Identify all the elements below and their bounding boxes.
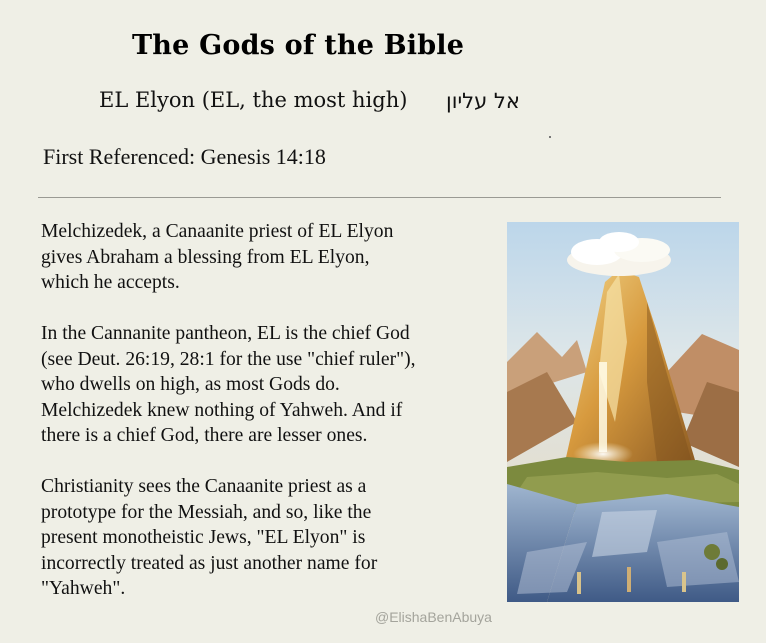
watermark: @ElishaBenAbuya bbox=[375, 609, 492, 625]
paragraph-pantheon: In the Cannanite pantheon, EL is the chief God (see Deut. 26:19, 28:1 for the use "chief ruler"), who dwells on high, as most Gods do. Melchizedek knew nothing of Yahweh. And if there is a chief God, there are lesser ones. bbox=[41, 323, 416, 446]
article-body bbox=[41, 219, 481, 627]
mountain-painting bbox=[507, 222, 739, 602]
hebrew-name: אל עליון bbox=[446, 89, 520, 113]
stray-dot bbox=[549, 136, 551, 138]
paragraph-christianity: Christianity sees the Canaanite priest as a prototype for the Messiah, and so, like the present monotheistic Jews, "EL Elyon" is incorrectly treated as just another name for "Yahweh". bbox=[41, 476, 378, 599]
first-referenced: First Referenced: Genesis 14:18 bbox=[43, 144, 326, 169]
divider bbox=[38, 197, 721, 198]
deity-name: EL Elyon (EL, the most high) bbox=[99, 88, 408, 112]
paragraph-melchizedek: Melchizedek, a Canaanite priest of EL Elyon gives Abraham a blessing from EL Elyon, which he accepts. bbox=[41, 221, 394, 293]
page-title: The Gods of the Bible bbox=[132, 30, 465, 61]
